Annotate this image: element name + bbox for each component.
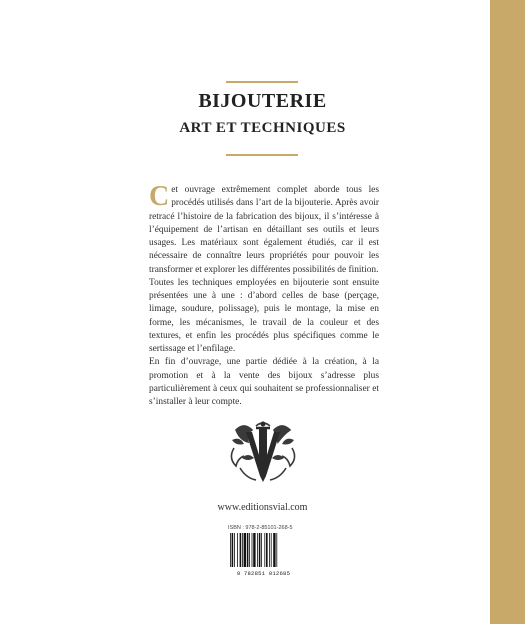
vial-monogram-icon	[226, 418, 300, 488]
book-subtitle: ART ET TECHNIQUES	[179, 120, 346, 136]
isbn-label: ISBN : 978-2-85101-268-5	[228, 525, 293, 531]
description-paragraph-3: En fin d’ouvrage, une partie dédiée à la création, à la promotion et à la vente des bijoux s’adresse plus particulièrement à ceux qui souhaitent se professionnaliser et s’installer à leur compte.	[149, 357, 379, 407]
barcode-number: 9 782851 012685	[236, 570, 291, 577]
publisher-website: www.editionsvial.com	[217, 502, 308, 513]
description-text	[149, 181, 379, 409]
description-paragraph-1: Cet ouvrage extrêmement complet aborde tous les procédés utilisés dans l’art de la bijouterie. Après avoir retracé l’histoire de la fabrication des bijoux, il s’intéresse à l’équipement de l’artisan en détaillant ses outils et leurs usages. Les matériaux sont également étudiés, car il est nécessaire de connaître leurs propriétés pour pouvoir les transformer et explorer les différentes possibilités de finition.	[149, 181, 379, 275]
barcode	[226, 533, 301, 571]
dropcap: C	[149, 181, 170, 212]
description-paragraph-2: Toutes les techniques employées en bijouterie sont ensuite présentées une à une : d’abord celles de base (perçage, limage, soudure, polissage), puis le montage, la mise en forme, les mécanismes, le travail de la couleur et des textures, et enfin les procédés plus spécifiques comme le sertissage et l’enfilage.	[149, 277, 379, 354]
bottom-divider	[226, 154, 298, 156]
book-title: BIJOUTERIE	[198, 90, 327, 112]
spine-strip	[490, 0, 525, 624]
top-divider	[226, 81, 298, 83]
